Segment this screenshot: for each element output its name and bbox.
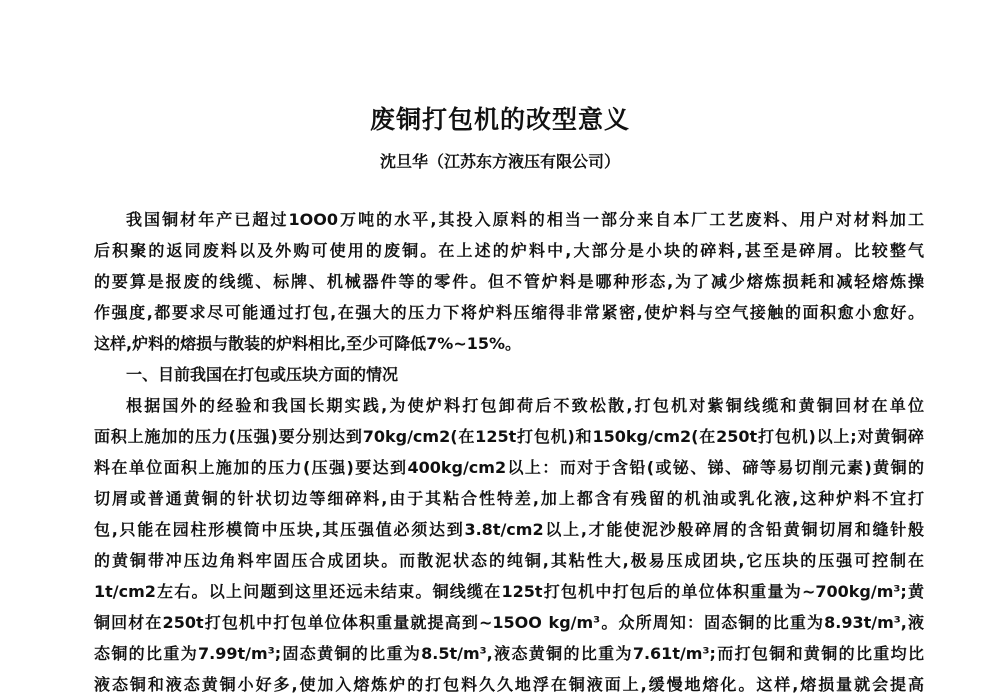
document-title: 废铜打包机的改型意义 xyxy=(369,105,630,134)
section-heading: 一、目前我国在打包或压块方面的情况 xyxy=(126,365,399,384)
body-line-12: 的黄铜带冲压边角料牢固压合成团块。而散泥状态的纯铜,其粘性大,极易压成团块,它压块的压强可控制在 xyxy=(94,551,924,570)
body-line-16: 液态铜和液态黄铜小好多,使加入熔炼炉的打包料久久地浮在铜液面上,缓慢地熔化。这样,熔损量就会提高 xyxy=(94,675,924,694)
body-line-1: 我国铜材年产已超过1OO0万吨的水平,其投入原料的相当一部分来自本厂工艺废料、用户对材料加工 xyxy=(126,210,924,229)
body-line-13: 1t/cm2左右。以上问题到这里还远未结束。铜线缆在125t打包机中打包后的单位体积重量为~700kg/m³;黄 xyxy=(94,582,924,601)
body-line-9: 料在单位面积上施加的压力(压强)要达到400kg/cm2以上：而对于含铅(或铋、锑、碲等易切削元素)黄铜的 xyxy=(94,458,924,477)
body-line-8: 面积上施加的压力(压强)要分别达到70kg/cm2(在125t打包机)和150kg/cm2(在250t打包机)以上;对黄铜碎 xyxy=(94,427,924,446)
body-line-2: 后积聚的返同废料以及外购可使用的废铜。在上述的炉料中,大部分是小块的碎料,甚至是碎屑。比较整气 xyxy=(94,241,924,260)
body-line-11: 包,只能在园柱形模筒中压块,其压强值必须达到3.8t/cm2以上,才能使泥沙般碎屑的含铅黄铜切屑和缝针般 xyxy=(94,520,924,539)
author-line: 沈旦华（江苏东方液压有限公司） xyxy=(379,152,620,171)
body-line-7: 根据国外的经验和我国长期实践,为使炉料打包卸荷后不致松散,打包机对紫铜线缆和黄铜回材在单位 xyxy=(126,396,924,415)
body-line-10: 切屑或普通黄铜的针状切边等细碎料,由于其粘合性特差,加上都含有残留的机油或乳化液,这种炉料不宜打 xyxy=(94,489,924,508)
body-line-5: 这样,炉料的熔损与散装的炉料相比,至少可降低7%~15%。 xyxy=(94,334,522,353)
body-line-3: 的要算是报废的线缆、标牌、机械器件等的零件。但不管炉料是哪种形态,为了减少熔炼损耗和减轻熔炼操 xyxy=(94,272,924,291)
body-line-15: 态铜的比重为7.99t/m³;固态黄铜的比重为8.5t/m³,液态黄铜的比重为7.61t/m³;而打包铜和黄铜的比重均比 xyxy=(94,644,924,663)
body-line-4: 作强度,都要求尽可能通过打包,在强大的压力下将炉料压缩得非常紧密,使炉料与空气接触的面积愈小愈好。 xyxy=(94,303,924,322)
body-line-14: 铜回材在250t打包机中打包单位体积重量就提高到~15OO kg/m³。众所周知：固态铜的比重为8.93t/m³,液 xyxy=(94,613,924,632)
